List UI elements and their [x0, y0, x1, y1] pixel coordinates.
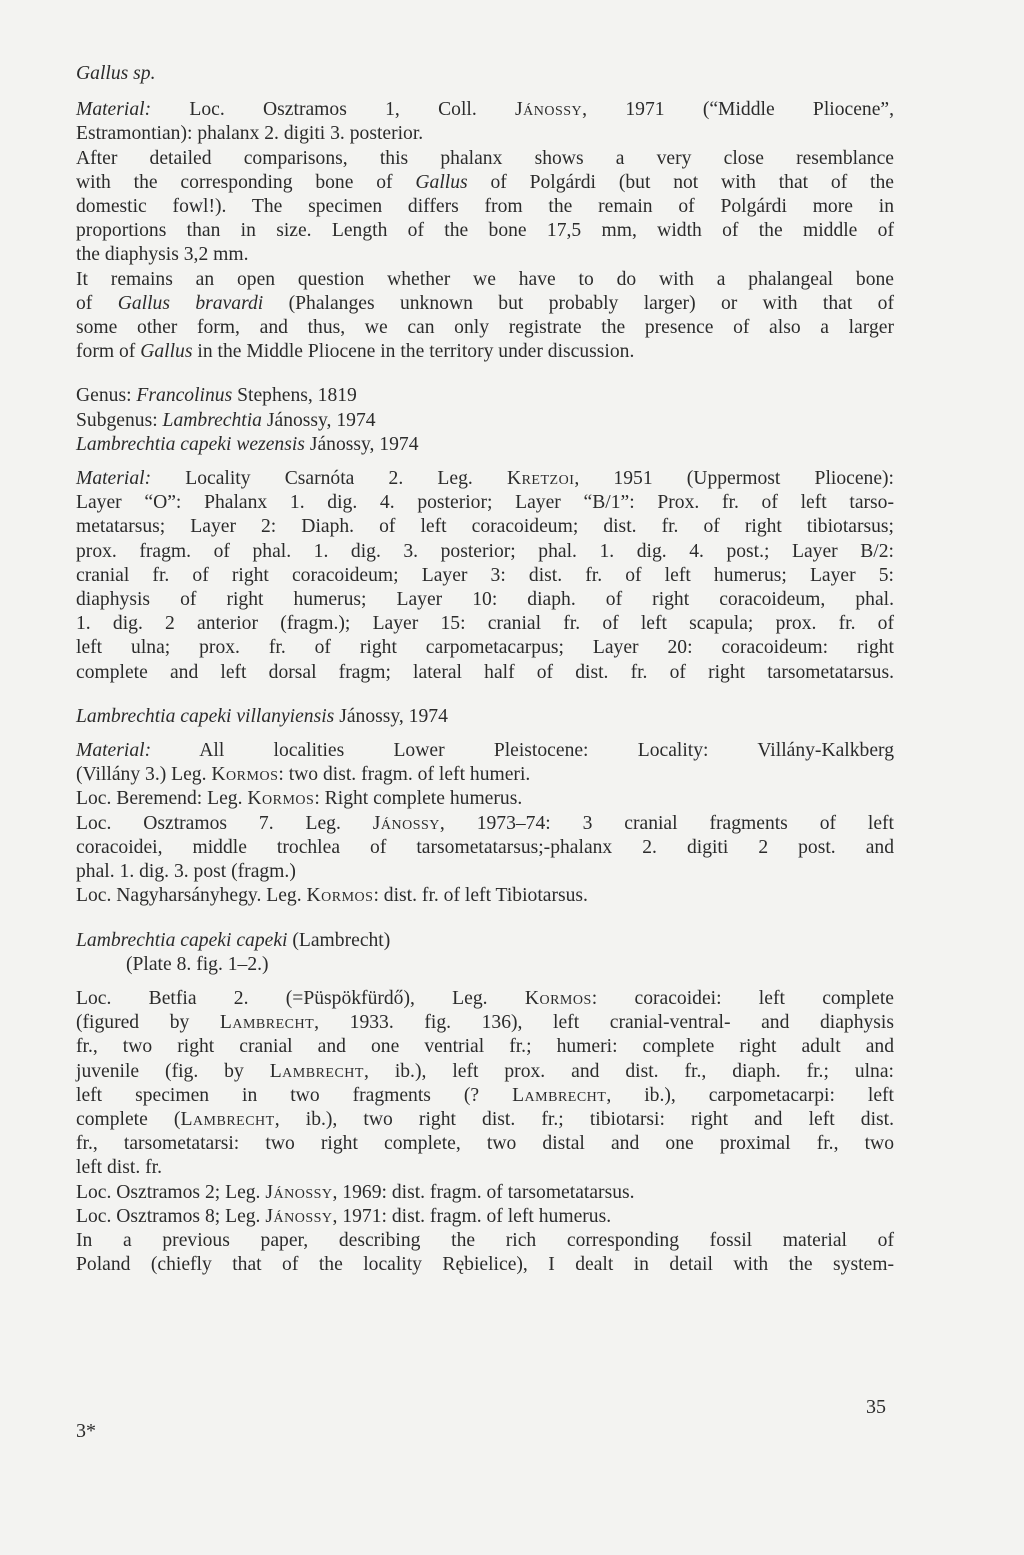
text-line: phal. 1. dig. 3. post (fragm.) [76, 861, 296, 883]
text-line: Loc. Osztramos 2; Leg. Jánossy, 1969: dist. fragm. of tarsometatarsus. [76, 1181, 635, 1203]
text-line: left specimen in two fragments (? Lambrecht, ib.), carpometacarpi: left [76, 1084, 894, 1106]
text-line: complete and left dorsal fragm; lateral half of dist. fr. of right tarsometatarsus. [76, 661, 894, 683]
text-line: cranial fr. of right coracoideum; Layer 3: dist. fr. of left humerus; Layer 5: [76, 564, 894, 586]
text-line: the diaphysis 3,2 mm. [76, 244, 249, 266]
text-line: In a previous paper, describing the rich corresponding fossil material of [76, 1229, 894, 1251]
section-heading-gallus: Gallus sp. [76, 63, 156, 84]
page-text [76, 62, 894, 1277]
text-line: form of Gallus in the Middle Pliocene in the territory under discussion. [76, 341, 635, 363]
text-line: Loc. Nagyharsányhegy. Leg. Kormos: dist. fr. of left Tibiotarsus. [76, 885, 588, 907]
text-line: Layer “O”: Phalanx 1. dig. 4. posterior; Layer “B/1”: Prox. fr. of left tarso- [76, 492, 894, 514]
species-heading-villanyiensis: Lambrechtia capeki villanyiensis Jánossy, 1974 [76, 705, 448, 727]
text-line: It remains an open question whether we have to do with a phalangeal bone [76, 268, 894, 290]
text-line: Loc. Osztramos 7. Leg. Jánossy, 1973–74: 3 cranial fragments of left [76, 812, 895, 834]
text-line: Material: Locality Csarnóta 2. Leg. Kretzoi, 1951 (Uppermost Pliocene): [76, 468, 894, 490]
text-line: Loc. Betfia 2. (=Püspökfürdő), Leg. Kormos: coracoidei: left complete [76, 987, 895, 1009]
genus-heading: Genus: Francolinus Stephens, 1819 [76, 385, 357, 407]
text-line: some other form, and thus, we can only registrate the presence of also a larger [76, 317, 894, 339]
text-line: fr., tarsometatarsi: two right complete, two distal and one proximal fr., two [76, 1133, 894, 1155]
plate-reference: (Plate 8. fig. 1–2.) [126, 953, 269, 975]
subgenus-heading: Subgenus: Lambrechtia Jánossy, 1974 [76, 409, 376, 431]
text-line: 1. dig. 2 anterior (fragm.); Layer 15: cranial fr. of left scapula; prox. fr. of [76, 613, 894, 635]
species-heading-wezensis: Lambrechtia capeki wezensis Jánossy, 1974 [76, 433, 419, 455]
text-line: Loc. Beremend: Leg. Kormos: Right complete humerus. [76, 788, 523, 810]
text-line: prox. fragm. of phal. 1. dig. 3. posterior; phal. 1. dig. 4. post.; Layer B/2: [76, 540, 894, 562]
text-line: (figured by Lambrecht, 1933. fig. 136), left cranial-ventral- and diaphysis [76, 1012, 895, 1034]
text-line: Material: All localities Lower Pleistocene: Locality: Villány-Kalkberg [76, 740, 894, 762]
text-line: Loc. Osztramos 8; Leg. Jánossy, 1971: dist. fragm. of left humerus. [76, 1205, 612, 1227]
text-line: complete (Lambrecht, ib.), two right dist. fr.; tibiotarsi: right and left dist. [76, 1108, 894, 1130]
text-line: Poland (chiefly that of the locality Rębielice), I dealt in detail with the system- [76, 1254, 894, 1276]
text-line: left ulna; prox. fr. of right carpometacarpus; Layer 20: coracoideum: right [76, 637, 894, 659]
text-line: coracoidei, middle trochlea of tarsometatarsus;-phalanx 2. digiti 2 post. and [76, 836, 894, 858]
text-line: Estramontian): phalanx 2. digiti 3. posterior. [76, 123, 424, 145]
text-line: (Villány 3.) Leg. Kormos: two dist. fragm. of left humeri. [76, 764, 531, 786]
page-number: 35 [866, 1396, 886, 1418]
signature-mark: 3* [76, 1420, 96, 1442]
text-line: of Gallus bravardi (Phalanges unknown but probably larger) or with that of [76, 292, 894, 314]
text-line: After detailed comparisons, this phalanx shows a very close resemblance [76, 147, 894, 169]
species-heading-capeki: Lambrechtia capeki capeki (Lambrecht) [76, 929, 391, 951]
text-line: left dist. fr. [76, 1157, 162, 1179]
text-line: juvenile (fig. by Lambrecht, ib.), left prox. and dist. fr., diaph. fr.; ulna: [76, 1060, 894, 1082]
text-line: metatarsus; Layer 2: Diaph. of left coracoideum; dist. fr. of right tibiotarsus; [76, 516, 894, 538]
text-line: diaphysis of right humerus; Layer 10: diaph. of right coracoideum, phal. [76, 589, 894, 611]
text-line: fr., two right cranial and one ventrial fr.; humeri: complete right adult and [76, 1036, 894, 1058]
text-line: domestic fowl!). The specimen differs from the remain of Polgárdi more in [76, 196, 894, 218]
text-line: proportions than in size. Length of the bone 17,5 mm, width of the middle of [76, 220, 894, 242]
text-line: with the corresponding bone of Gallus of Polgárdi (but not with that of the [76, 171, 894, 193]
text-line: Material: Loc. Osztramos 1, Coll. Jánossy, 1971 (“Middle Pliocene”, [76, 99, 894, 121]
